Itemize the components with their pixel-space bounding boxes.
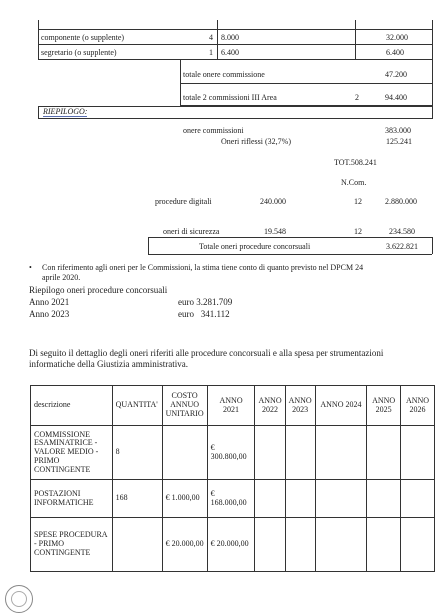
row-anno-2023	[285, 426, 315, 480]
procedure-qty: 12	[354, 197, 362, 206]
table-header-row	[31, 386, 435, 426]
totale2-qty: 2	[355, 93, 359, 102]
header-costo: COSTO ANNUO UNITARIO	[162, 386, 207, 426]
header-anno-2025: ANNO 2025	[367, 386, 401, 426]
year-label: Anno 2023	[29, 309, 70, 319]
sicurezza-label: oneri di sicurezza	[163, 227, 220, 236]
row-qty: 1	[209, 48, 213, 57]
procedure-total: 2.880.000	[385, 197, 417, 206]
row-costo	[162, 426, 207, 480]
row-costo: € 20.000,00	[162, 518, 207, 572]
year-value: euro 3.281.709	[178, 297, 233, 307]
row-anno-2026	[401, 426, 435, 480]
row-descrizione: COMMISSIONE ESAMINATRICE - VALORE MEDIO - PRIMO CONTINGENTE	[31, 426, 113, 480]
row-unit: 8.000	[221, 33, 239, 42]
row-descrizione: POSTAZIONI INFORMATICHE	[31, 480, 113, 518]
procedure-unit: 240.000	[260, 197, 286, 206]
row-anno-2026	[401, 480, 435, 518]
header-anno-2022: ANNO 2022	[255, 386, 285, 426]
detail-table	[30, 385, 435, 572]
year-value: euro 341.112	[178, 309, 230, 319]
row-unit: 6.400	[221, 48, 239, 57]
row-qty: 4	[209, 33, 213, 42]
totale-oneri-label: Totale oneri procedure concorsuali	[199, 242, 311, 251]
totale-label: totale onere commissione	[183, 70, 265, 79]
summary-title: Riepilogo oneri procedure concorsuali	[29, 285, 168, 295]
row-anno-2026	[401, 518, 435, 572]
bullet-line: aprile 2020.	[42, 273, 81, 282]
stamp-seal-icon	[5, 585, 33, 613]
header-descrizione: descrizione	[31, 386, 113, 426]
row-anno-2021: € 168.000,00	[207, 480, 255, 518]
row-anno-2021: € 20.000,00	[207, 518, 255, 572]
row-anno-2022	[255, 426, 285, 480]
header-quantita: QUANTITA'	[112, 386, 162, 426]
row-quantita	[112, 518, 162, 572]
sicurezza-total: 234.580	[389, 227, 415, 236]
table-row	[31, 480, 435, 518]
row-quantita: 8	[112, 426, 162, 480]
tot-value: TOT.508.241	[334, 158, 377, 167]
table-row	[31, 518, 435, 572]
row-costo: € 1.000,00	[162, 480, 207, 518]
row-anno-2022	[255, 480, 285, 518]
row-total: 32.000	[386, 33, 408, 42]
row-anno-2024	[315, 426, 366, 480]
totale2-value: 94.400	[385, 93, 407, 102]
header-anno-2021: ANNO 2021	[207, 386, 255, 426]
header-anno-2026: ANNO 2026	[401, 386, 435, 426]
table-row	[31, 426, 435, 480]
year-label: Anno 2021	[29, 297, 70, 307]
row-anno-2025	[367, 518, 401, 572]
row-anno-2023	[285, 480, 315, 518]
oneri-commissioni-value: 383.000	[385, 126, 411, 135]
bullet-icon: •	[29, 263, 32, 272]
oneri-riflessi-label: Oneri riflessi (32,7%)	[221, 137, 291, 146]
row-anno-2024	[315, 480, 366, 518]
riepilogo-heading: RIEPILOGO:	[43, 107, 88, 116]
row-label: segretario (o supplente)	[41, 48, 117, 57]
row-anno-2021: € 300.800,00	[207, 426, 255, 480]
header-anno-2024: ANNO 2024	[315, 386, 366, 426]
oneri-commissioni-label: onere commissioni	[183, 126, 244, 135]
procedure-label: procedure digitali	[155, 197, 212, 206]
ncom-label: N.Com.	[341, 178, 367, 187]
sicurezza-unit: 19.548	[264, 227, 286, 236]
row-anno-2025	[367, 480, 401, 518]
row-anno-2023	[285, 518, 315, 572]
totale2-label: totale 2 commissioni III Area	[183, 93, 277, 102]
totale-oneri-value: 3.622.821	[386, 242, 418, 251]
row-anno-2024	[315, 518, 366, 572]
sicurezza-qty: 12	[354, 227, 362, 236]
paragraph-line: informatiche della Giustizia amministrativa.	[29, 359, 188, 369]
bullet-line: Con riferimento agli oneri per le Commissioni, la stima tiene conto di quanto previsto nel DPCM 24	[42, 263, 364, 272]
row-total: 6.400	[386, 48, 404, 57]
row-anno-2025	[367, 426, 401, 480]
paragraph-line: Di seguito il dettaglio degli oneri riferiti alle procedure concorsuali e alla spesa per strumentazioni	[29, 348, 384, 358]
row-anno-2022	[255, 518, 285, 572]
oneri-riflessi-value: 125.241	[386, 137, 412, 146]
totale-value: 47.200	[385, 70, 407, 79]
header-anno-2023: ANNO 2023	[285, 386, 315, 426]
row-quantita: 168	[112, 480, 162, 518]
row-descrizione: SPESE PROCEDURA - PRIMO CONTINGENTE	[31, 518, 113, 572]
row-label: componente (o supplente)	[41, 33, 125, 42]
